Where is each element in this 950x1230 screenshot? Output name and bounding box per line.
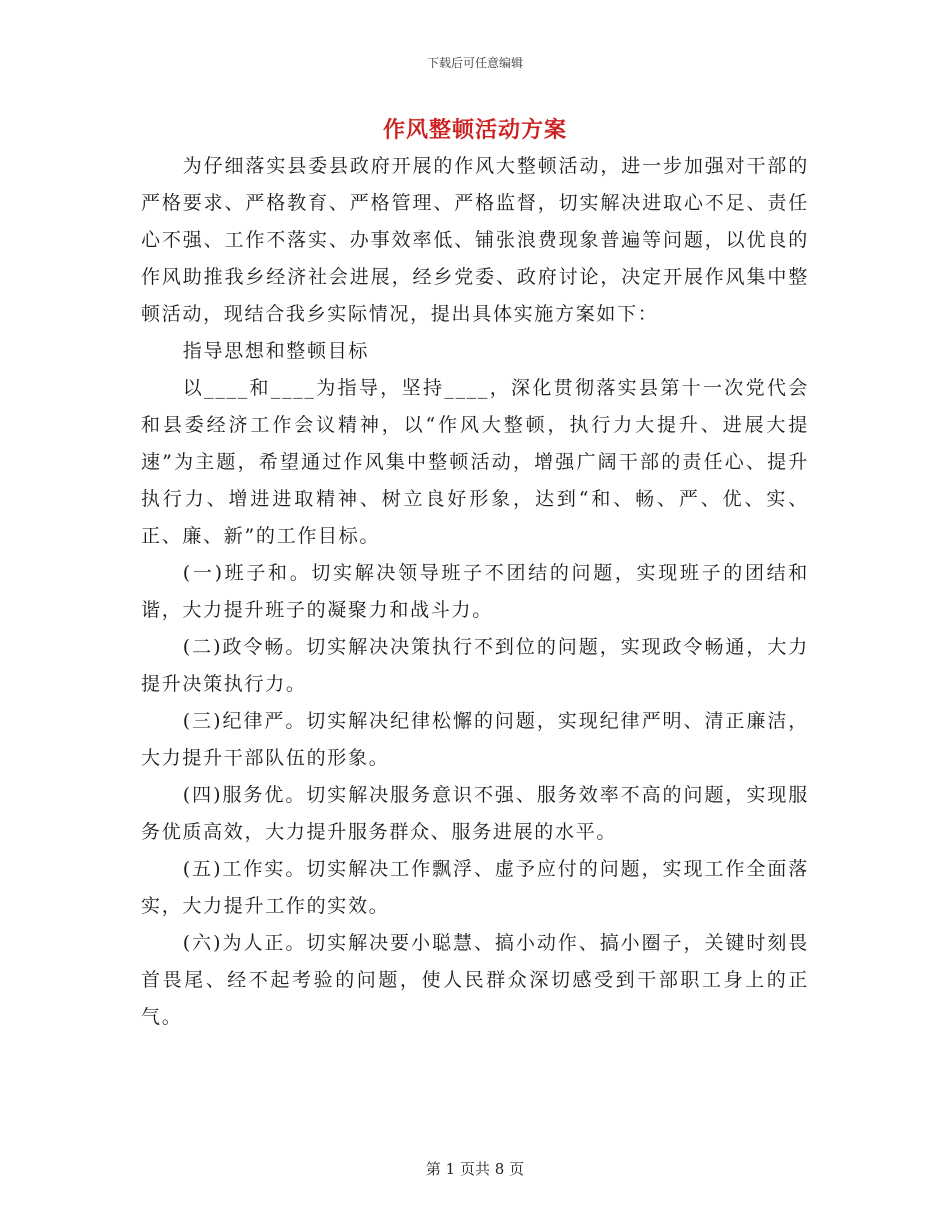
section-heading: 指导思想和整顿目标	[182, 340, 370, 362]
goal-item-2: (二)政令畅。切实解决决策执行不到位的问题，实现政令畅通，大力提升决策执行力。	[141, 636, 809, 695]
goal-item-3: (三)纪律严。切实解决纪律松懈的问题，实现纪律严明、清正廉洁，大力提升干部队伍的形象。	[141, 710, 809, 769]
goal-item-1: (一)班子和。切实解决领导班子不团结的问题，实现班子的团结和谐，大力提升班子的凝聚力和战斗力。	[141, 562, 809, 621]
guiding-paragraph: 以____和____为指导，坚持____，深化贯彻落实县第十一次党代会和县委经济工作会议精神，以“作风大整顿，执行力大提升、进展大提速”为主题，希望通过作风集中整顿活动，增强广阔干部的责任心、提升执行力、增进进取精神、树立良好形象，达到“和、畅、严、优、实、正、廉、新”的工作目标。	[141, 377, 809, 547]
intro-paragraph: 为仔细落实县委县政府开展的作风大整顿活动，进一步加强对干部的严格要求、严格教育、严格管理、严格监督，切实解决进取心不足、责任心不强、工作不落实、办事效率低、铺张浪费现象普遍等问题，以优良的作风助推我乡经济社会进展，经乡党委、政府讨论，决定开展作风集中整顿活动，现结合我乡实际情况，提出具体实施方案如下：	[141, 155, 809, 325]
document-body	[141, 148, 809, 1036]
goal-item-6: (六)为人正。切实解决要小聪慧、搞小动作、搞小圈子，关键时刻畏首畏尾、经不起考验的问题，使人民群众深切感受到干部职工身上的正气。	[141, 932, 809, 1028]
document-title: 作风整顿活动方案	[382, 117, 567, 143]
goal-item-5: (五)工作实。切实解决工作飘浮、虚予应付的问题，实现工作全面落实，大力提升工作的实效。	[141, 858, 809, 917]
header-note: 下载后可任意编辑	[426, 56, 523, 70]
goal-item-4: (四)服务优。切实解决服务意识不强、服务效率不高的问题，实现服务优质高效，大力提升服务群众、服务进展的水平。	[141, 784, 809, 843]
page-number: 第 1 页共 8 页	[425, 1160, 525, 1178]
